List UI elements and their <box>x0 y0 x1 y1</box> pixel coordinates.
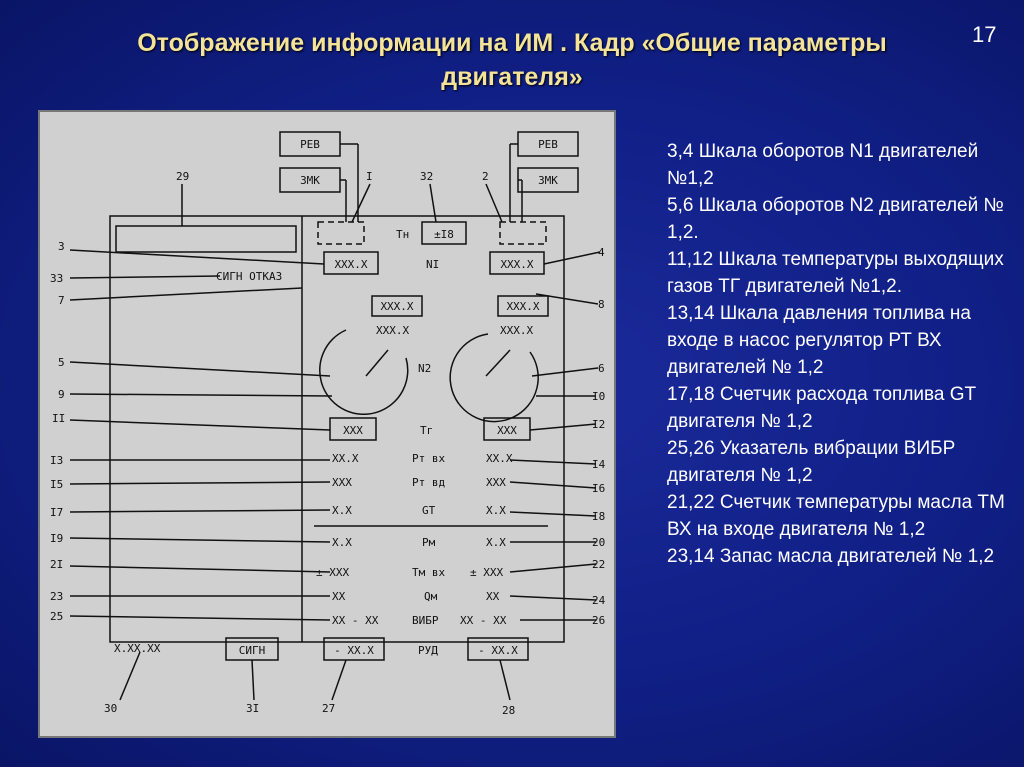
sign-box-label: СИГН <box>238 644 266 657</box>
description-item: 17,18 Счетчик расхода топлива GT двигателя № 1,2 <box>667 384 976 432</box>
gt-label: GT <box>422 504 436 517</box>
callout-6: 6 <box>598 362 605 375</box>
callout-24: 24 <box>592 594 606 607</box>
rt-vx-label: Рт вх <box>412 452 446 465</box>
callout-29: 29 <box>176 170 190 183</box>
callout-2: 2 <box>482 170 489 183</box>
n2-top-right-value: XXX.X <box>506 300 540 313</box>
value-25: XX - XX <box>332 614 379 627</box>
description-item: 5,6 Шкала оборотов N2 двигателей № 1,2. <box>667 195 1004 243</box>
value-19: X.X <box>332 536 352 549</box>
value-22: ± XXX <box>470 566 504 579</box>
description-item: 3,4 Шкала оборотов N1 двигателей №1,2 <box>667 141 979 189</box>
callout-18: I8 <box>592 510 606 523</box>
callout-5: 5 <box>58 356 65 369</box>
n1-left-value: XXX.X <box>334 258 368 271</box>
tn-value: ±I8 <box>434 228 454 241</box>
n2-left-readout: XXX.X <box>376 324 410 337</box>
field-29 <box>116 226 296 252</box>
tm-vx-label: Тм вх <box>412 566 446 579</box>
callout-28: 28 <box>502 704 516 717</box>
scheme-drawing <box>40 112 614 736</box>
rud-left-value: - XX.X <box>334 644 374 657</box>
callout-17: I7 <box>50 506 64 519</box>
rt-vd-label: Рт вд <box>412 476 446 489</box>
n2-gauge-right <box>450 334 538 422</box>
description-item: 25,26 Указатель вибрации ВИБР двигателя № 1,2 <box>667 438 956 486</box>
tn-label: Тн <box>396 228 410 241</box>
timer-value: X.XX.XX <box>114 642 161 655</box>
slide-title-line1: Отображение информации на ИМ . Кадр «Общие параметры <box>137 29 887 57</box>
description-item: 11,12 Шкала температуры выходящих газов ТГ двигателей №1,2. <box>667 249 1004 297</box>
callout-16: I6 <box>592 482 606 495</box>
callout-14: I4 <box>592 458 606 471</box>
description-item: 21,22 Счетчик температуры масла ТМ ВХ на входе двигателя № 1,2 <box>667 492 1005 540</box>
value-14: XX.X <box>486 452 513 465</box>
page-number: 17 <box>972 22 997 47</box>
tg-right-value: XXX <box>497 424 517 437</box>
callout-8: 8 <box>598 298 605 311</box>
callout-25: 25 <box>50 610 64 623</box>
value-26: XX - XX <box>460 614 507 627</box>
callout-23: 23 <box>50 590 64 603</box>
value-21: ± XXX <box>316 566 350 579</box>
description-item: 23,14 Запас масла двигателей № 1,2 <box>667 546 995 567</box>
callout-33: 33 <box>50 272 64 285</box>
callout-20: 20 <box>592 536 606 549</box>
callout-3: 3 <box>58 240 65 253</box>
qm-label: Qм <box>424 590 438 603</box>
slide-title-line2: двигателя» <box>441 63 583 91</box>
callout-32: 32 <box>420 170 434 183</box>
callout-11: II <box>52 412 66 425</box>
rud-label: РУД <box>418 644 438 657</box>
callout-31: 3I <box>246 702 260 715</box>
callout-13: I3 <box>50 454 64 467</box>
value-15: XXX <box>332 476 352 489</box>
callout-7: 7 <box>58 294 65 307</box>
rev-right-label: РЕВ <box>538 138 558 151</box>
slide-title <box>0 26 1024 94</box>
callout-26: 26 <box>592 614 606 627</box>
rm-label: Рм <box>422 536 436 549</box>
n1-right-value: XXX.X <box>500 258 534 271</box>
rev-left-label: РЕВ <box>300 138 320 151</box>
n2-top-left-value: XXX.X <box>380 300 414 313</box>
n1-label: NI <box>426 258 440 271</box>
rud-right-value: - XX.X <box>478 644 518 657</box>
display-scheme <box>38 110 616 738</box>
value-23: XX <box>332 590 346 603</box>
callout-4: 4 <box>598 246 605 259</box>
n2-label: N2 <box>418 362 432 375</box>
tg-left-value: XXX <box>343 424 363 437</box>
callout-15: I5 <box>50 478 64 491</box>
callout-12: I2 <box>592 418 606 431</box>
value-13: XX.X <box>332 452 359 465</box>
callout-19: I9 <box>50 532 64 545</box>
callout-30: 30 <box>104 702 118 715</box>
n2-right-readout: XXX.X <box>500 324 534 337</box>
vibr-label: ВИБР <box>412 614 439 627</box>
description-item: 13,14 Шкала давления топлива на входе в насос регулятор РТ ВХ двигателей № 1,2 <box>667 303 971 378</box>
dashed-indicator-left <box>318 222 364 244</box>
zmk-left-label: ЗМК <box>300 174 320 187</box>
value-20: X.X <box>486 536 506 549</box>
dashed-indicator-right <box>500 222 546 244</box>
sign-otkaz-label: СИГН ОТКАЗ <box>216 270 283 283</box>
value-24: XX <box>486 590 500 603</box>
value-16: XXX <box>486 476 506 489</box>
callout-9: 9 <box>58 388 65 401</box>
callout-22: 22 <box>592 558 606 571</box>
n2-gauge-left <box>320 330 408 414</box>
value-17: X.X <box>332 504 352 517</box>
callout-21: 2I <box>50 558 64 571</box>
zmk-right-label: ЗМК <box>538 174 558 187</box>
callout-10: I0 <box>592 390 606 403</box>
tg-label: Тг <box>420 424 434 437</box>
description-list <box>667 138 1007 570</box>
value-18: X.X <box>486 504 506 517</box>
callout-27: 27 <box>322 702 336 715</box>
callout-1: I <box>366 170 373 183</box>
